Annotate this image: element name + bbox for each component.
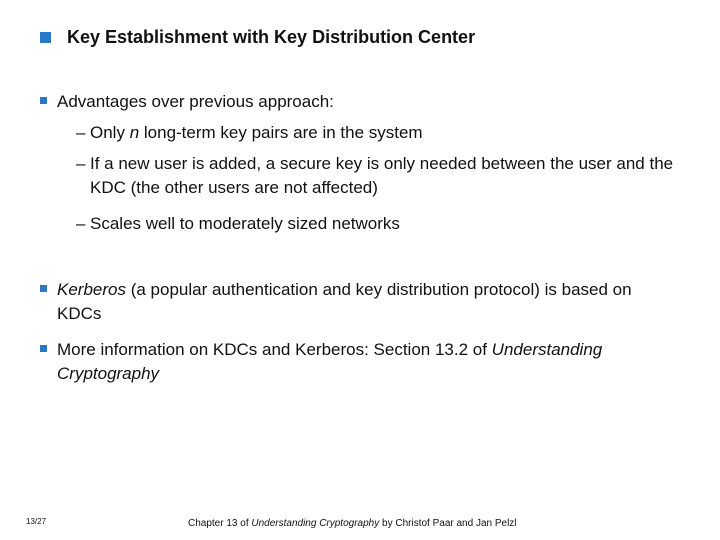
bullet-text: Advantages over previous approach:	[57, 92, 334, 111]
dash-icon: –	[76, 123, 86, 142]
title-row	[40, 27, 475, 48]
bullet-kerberos	[40, 278, 672, 326]
slide-title: Key Establishment with Key Distribution Center	[67, 27, 476, 47]
dash-icon: –	[76, 154, 86, 173]
page-number: 13/27	[26, 517, 47, 526]
square-bullet-icon	[40, 285, 47, 292]
bullet-advantages	[40, 90, 672, 114]
square-bullet-icon	[40, 32, 51, 43]
square-bullet-icon	[40, 345, 47, 352]
sub-bullet-scales	[76, 212, 676, 236]
footer-credit: Chapter 13 of Understanding Cryptography by Christof Paar and Jan Pelzl	[188, 518, 517, 529]
bullet-text: More information on KDCs and Kerberos: Section 13.2 of Understanding Cryptography	[57, 340, 603, 383]
sub-bullet-text: If a new user is added, a secure key is only needed between the user and the KDC (the other users are not affected)	[90, 154, 674, 197]
sub-bullet-text: Scales well to moderately sized networks	[90, 214, 400, 233]
square-bullet-icon	[40, 97, 47, 104]
dash-icon: –	[76, 214, 86, 233]
bullet-more-info	[40, 338, 672, 386]
sub-bullet-text: Only n long-term key pairs are in the system	[90, 123, 423, 142]
sub-bullet-key-pairs	[76, 121, 676, 145]
sub-bullet-new-user	[76, 152, 676, 200]
bullet-text: Kerberos (a popular authentication and key distribution protocol) is based on KDCs	[57, 280, 632, 323]
